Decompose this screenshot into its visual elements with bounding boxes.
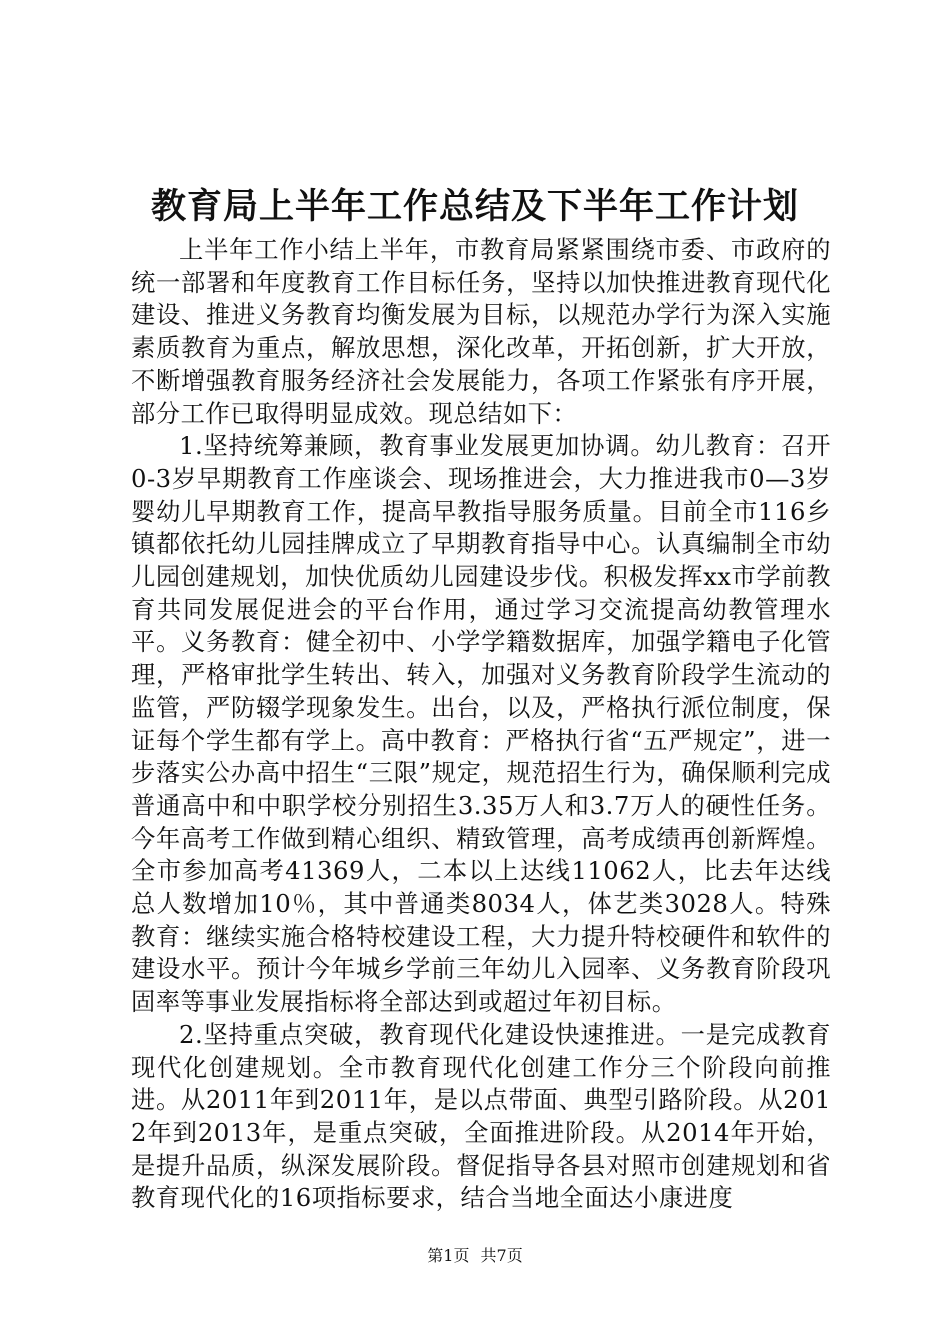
paragraph-intro: 上半年工作小结上半年，市教育局紧紧围绕市委、市政府的统一部署和年度教育工作目标任务，坚持以加快推进教育现代化建设、推进义务教育均衡发展为目标，以规范办学行为深入实施素质教育为重点，解放思想，深化改革，开拓创新，扩大开放，不断增强教育服务经济社会发展能力，各项工作紧张有序开展，部分工作已取得明显成效。现总结如下：: [131, 235, 831, 428]
paragraph-section-2: 2.坚持重点突破，教育现代化建设快速推进。一是完成教育现代化创建规划。全市教育现代化创建工作分三个阶段向前推进。从2011年到2011年，是以点带面、典型引路阶段。从2012年到2013年，是重点突破，全面推进阶段。从2014年开始，是提升品质，纵深发展阶段。督促指导各县对照市创建规划和省教育现代化的16项指标要求，结合当地全面达小康进度: [131, 1019, 831, 1213]
document-title: 教育局上半年工作总结及下半年工作计划: [150, 186, 799, 227]
document-body: [131, 234, 831, 1215]
page-number: 第1页: [427, 1246, 470, 1265]
paragraph-section-1: 1.坚持统筹兼顾，教育事业发展更加协调。幼儿教育：召开0-3岁早期教育工作座谈会、现场推进会，大力推进我市0—3岁婴幼儿早期教育工作，提高早教指导服务质量。目前全市116乡镇都依托幼儿园挂牌成立了早期教育指导中心。认真编制全市幼儿园创建规划，加快优质幼儿园建设步伐。积极发挥xx市学前教育共同发展促进会的平台作用，通过学习交流提高幼教管理水平。义务教育：健全初中、小学学籍数据库，加强学籍电子化管理，严格审批学生转出、转入，加强对义务教育阶段学生流动的监管，严防辍学现象发生。出台，以及，严格执行派位制度，保证每个学生都有学上。高中教育：严格执行省“五严规定”，进一步落实公办高中招生“三限”规定，规范招生行为，确保顺利完成普通高中和中职学校分别招生3.35万人和3.7万人的硬性任务。今年高考工作做到精心组织、精致管理，高考成绩再创新辉煌。全市参加高考41369人，二本以上达线11062人，比去年达线总人数增加10％，其中普通类8034人，体艺类3028人。特殊教育：继续实施合格特校建设工程，大力提升特校硬件和软件的建设水平。预计今年城乡学前三年幼儿入园率、义务教育阶段巩固率等事业发展指标将全部达到或超过年初目标。: [131, 431, 831, 1017]
page-footer: [0, 1245, 950, 1267]
page-count: 共7页: [480, 1246, 523, 1265]
